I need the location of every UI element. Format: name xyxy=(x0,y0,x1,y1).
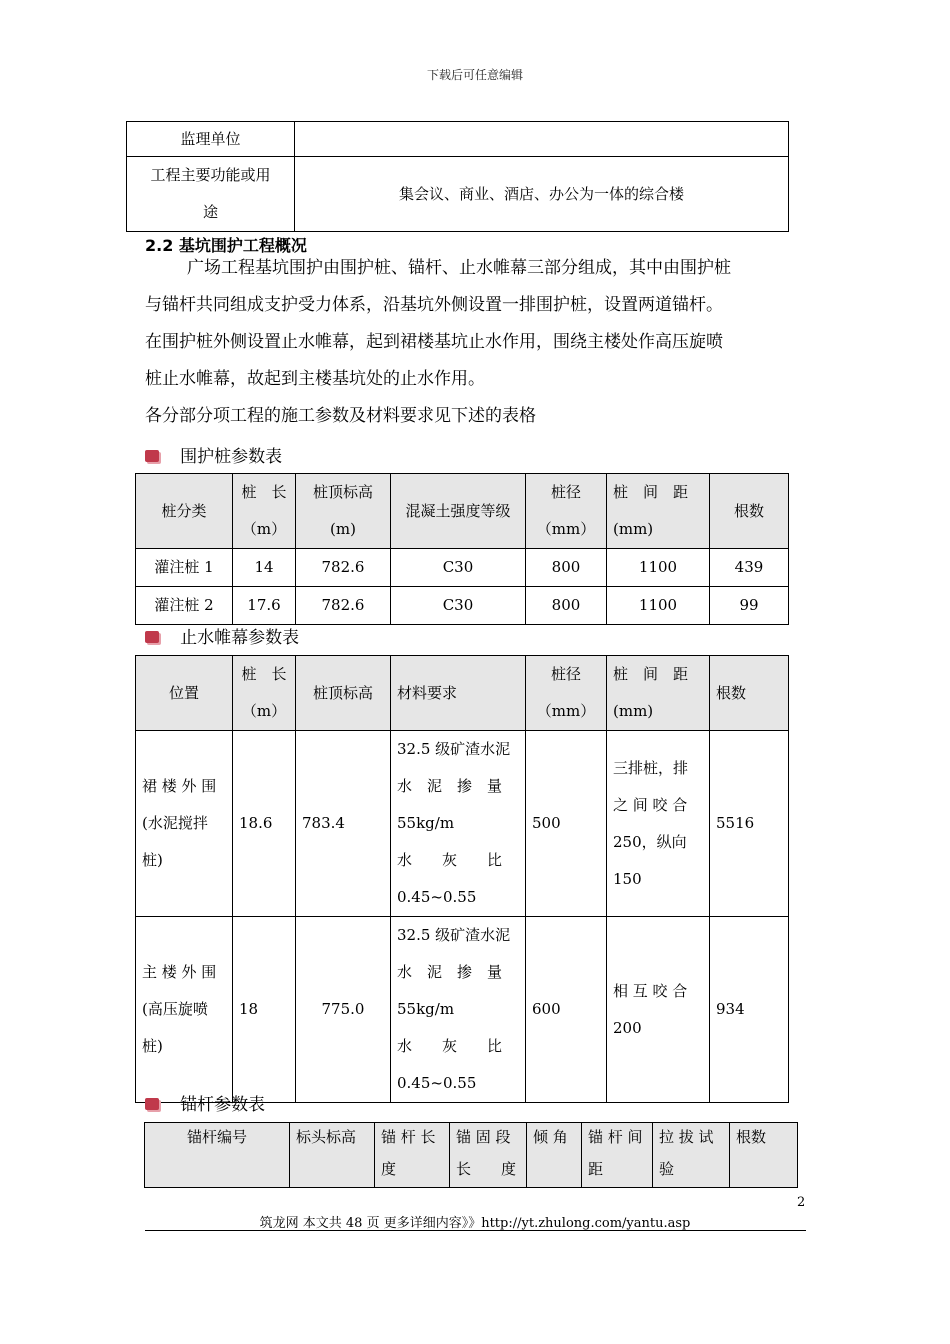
cell-spacing-line1: 相 互 咬 合 xyxy=(613,981,688,1000)
cell-spacing: 1100 xyxy=(607,549,710,587)
cell-position-line3: 桩) xyxy=(142,1037,163,1055)
waterproof-curtain-table xyxy=(135,655,789,1103)
col-anchor-id: 锚杆编号 xyxy=(145,1123,290,1188)
col-spacing-line2: (mm) xyxy=(613,702,654,720)
footer-text: 筑龙网 本文共 48 页 更多详细内容》》http://yt.zhulong.com/yantu.asp xyxy=(259,1216,691,1231)
col-fixed-length-line2: 长 度 xyxy=(456,1160,517,1178)
col-length xyxy=(233,656,296,731)
section-paragraph xyxy=(145,250,815,435)
cell-material-line1: 32.5 级矿渣水泥 xyxy=(397,926,511,944)
cell-material-line4: 水 灰 比 xyxy=(397,1037,503,1055)
col-anchor-spacing-line1: 锚 杆 间 xyxy=(588,1128,643,1146)
col-length xyxy=(233,474,296,549)
col-anchor-spacing xyxy=(582,1123,653,1188)
col-length-line2: （m） xyxy=(241,702,287,720)
para-line-3: 在围护桩外侧设置止水帷幕，起到裙楼基坑止水作用，围绕主楼处作高压旋喷 xyxy=(145,332,723,352)
col-top-line1: 桩顶标高 xyxy=(312,483,373,501)
cell-spacing-line4: 150 xyxy=(613,869,642,888)
cell-position-line3: 桩) xyxy=(142,851,163,869)
cell-material-line5: 0.45~0.55 xyxy=(397,888,477,906)
col-diameter-line1: 桩径 xyxy=(550,483,581,501)
function-value: 集会议、商业、酒店、办公为一体的综合楼 xyxy=(295,157,789,232)
col-fixed-length xyxy=(450,1123,527,1188)
col-count: 根数 xyxy=(710,656,789,731)
cell-type: 灌注桩 2 xyxy=(136,587,233,625)
cell-top: 775.0 xyxy=(296,917,391,1103)
cell-grade: C30 xyxy=(391,549,526,587)
bullet-icon xyxy=(145,1098,159,1110)
cell-position-line2: (高压旋喷 xyxy=(142,1000,208,1018)
cell-spacing-line2: 之 间 咬 合 xyxy=(613,795,688,814)
col-angle: 倾 角 xyxy=(527,1123,582,1188)
curtain-table-title: 止水帷幕参数表 xyxy=(180,628,300,648)
cell-material-line5: 0.45~0.55 xyxy=(397,1074,477,1092)
col-spacing-line2: (mm) xyxy=(613,520,654,538)
table-header-row xyxy=(136,656,789,731)
cell-material-line1: 32.5 级矿渣水泥 xyxy=(397,740,511,758)
anchor-table-title: 锚杆参数表 xyxy=(180,1095,266,1115)
function-label-line1: 工程主要功能或用 xyxy=(150,166,271,184)
cell-position xyxy=(136,917,233,1103)
supervisor-value xyxy=(295,122,789,157)
col-length-line1: 桩 长 xyxy=(241,483,287,501)
cell-spacing-line3: 250，纵向 xyxy=(613,832,687,851)
col-pull-test-line1: 拉 拔 试 xyxy=(659,1128,714,1146)
col-diameter xyxy=(526,474,607,549)
col-anchor-spacing-line2: 距 xyxy=(588,1160,604,1178)
cell-material-line3: 55kg/m xyxy=(397,1000,455,1018)
function-label-line2: 途 xyxy=(202,203,218,221)
cell-position-line2: (水泥搅拌 xyxy=(142,814,208,832)
cell-material xyxy=(391,917,526,1103)
cell-position xyxy=(136,731,233,917)
col-count: 根数 xyxy=(730,1123,798,1188)
cell-length: 17.6 xyxy=(233,587,296,625)
col-spacing xyxy=(607,656,710,731)
col-diameter-line2: （mm） xyxy=(536,520,596,538)
cell-diameter: 600 xyxy=(526,917,607,1103)
cell-material-line2: 水 泥 掺 量 xyxy=(397,777,503,795)
cell-position-line1: 主 楼 外 围 xyxy=(142,963,217,981)
cell-count: 99 xyxy=(710,587,789,625)
col-top-elevation xyxy=(296,474,391,549)
table-header-row xyxy=(136,474,789,549)
para-line-5: 各分部分项工程的施工参数及材料要求见下述的表格 xyxy=(145,406,536,426)
cell-diameter: 800 xyxy=(526,549,607,587)
project-info-table xyxy=(126,121,789,232)
bullet-icon xyxy=(145,631,159,643)
col-type: 桩分类 xyxy=(136,474,233,549)
curtain-table-title-row xyxy=(145,623,299,648)
cell-count: 934 xyxy=(710,917,789,1103)
col-fixed-length-line1: 锚 固 段 xyxy=(456,1128,511,1146)
cell-position-line1: 裙 楼 外 围 xyxy=(142,777,217,795)
header-note: 下载后可任意编辑 xyxy=(426,68,523,82)
pile-table-title-row xyxy=(145,442,282,467)
cell-length: 18 xyxy=(233,917,296,1103)
col-top-elevation: 桩顶标高 xyxy=(296,656,391,731)
pile-table-title: 围护桩参数表 xyxy=(180,447,283,467)
col-top-line2: (m) xyxy=(330,520,356,538)
table-row xyxy=(136,731,789,917)
page-number: 2 xyxy=(797,1195,806,1210)
cell-material-line4: 水 灰 比 xyxy=(397,851,503,869)
para-line-4: 桩止水帷幕，故起到主楼基坑处的止水作用。 xyxy=(145,369,485,389)
col-length-line1: 桩 长 xyxy=(241,665,287,683)
col-head-elevation: 标头标高 xyxy=(290,1123,375,1188)
pile-parameter-table xyxy=(135,473,789,625)
col-spacing-line1: 桩 间 距 xyxy=(613,483,689,501)
table-row xyxy=(127,157,789,232)
col-count: 根数 xyxy=(710,474,789,549)
cell-length: 18.6 xyxy=(233,731,296,917)
para-line-1: 广场工程基坑围护由围护桩、锚杆、止水帷幕三部分组成，其中由围护桩 xyxy=(187,258,731,278)
cell-top: 782.6 xyxy=(296,587,391,625)
col-pull-test-line2: 验 xyxy=(659,1160,675,1178)
col-length-line2: （m） xyxy=(241,520,287,538)
col-position: 位置 xyxy=(136,656,233,731)
col-anchor-length xyxy=(375,1123,450,1188)
cell-length: 14 xyxy=(233,549,296,587)
cell-spacing-line1: 三排桩，排 xyxy=(613,758,689,777)
footer-rule xyxy=(145,1230,806,1231)
section-heading: 2.2 基坑围护工程概况 xyxy=(145,236,307,255)
cell-top: 783.4 xyxy=(296,731,391,917)
anchor-parameter-table xyxy=(144,1122,798,1188)
col-material: 材料要求 xyxy=(391,656,526,731)
cell-spacing: 1100 xyxy=(607,587,710,625)
col-concrete-grade: 混凝土强度等级 xyxy=(391,474,526,549)
anchor-table-title-row xyxy=(145,1090,265,1115)
cell-count: 5516 xyxy=(710,731,789,917)
cell-spacing xyxy=(607,731,710,917)
table-header-row xyxy=(145,1123,798,1188)
table-row xyxy=(127,122,789,157)
cell-spacing xyxy=(607,917,710,1103)
cell-spacing-line2: 200 xyxy=(613,1018,642,1037)
cell-grade: C30 xyxy=(391,587,526,625)
supervisor-label: 监理单位 xyxy=(127,122,295,157)
col-diameter xyxy=(526,656,607,731)
table-row xyxy=(136,549,789,587)
col-spacing xyxy=(607,474,710,549)
col-anchor-length-line2: 度 xyxy=(381,1160,397,1178)
col-diameter-line1: 桩径 xyxy=(550,665,581,683)
col-spacing-line1: 桩 间 距 xyxy=(613,665,689,683)
table-row xyxy=(136,587,789,625)
cell-count: 439 xyxy=(710,549,789,587)
cell-diameter: 500 xyxy=(526,731,607,917)
cell-diameter: 800 xyxy=(526,587,607,625)
col-anchor-length-line1: 锚 杆 长 xyxy=(381,1128,436,1146)
table-row xyxy=(136,917,789,1103)
cell-material xyxy=(391,731,526,917)
bullet-icon xyxy=(145,450,159,462)
cell-material-line3: 55kg/m xyxy=(397,814,455,832)
cell-type: 灌注桩 1 xyxy=(136,549,233,587)
cell-material-line2: 水 泥 掺 量 xyxy=(397,963,503,981)
col-diameter-line2: （mm） xyxy=(536,702,596,720)
col-pull-test xyxy=(653,1123,730,1188)
cell-top: 782.6 xyxy=(296,549,391,587)
function-label xyxy=(127,157,295,232)
para-line-2: 与锚杆共同组成支护受力体系，沿基坑外侧设置一排围护桩，设置两道锚杆。 xyxy=(145,295,723,315)
